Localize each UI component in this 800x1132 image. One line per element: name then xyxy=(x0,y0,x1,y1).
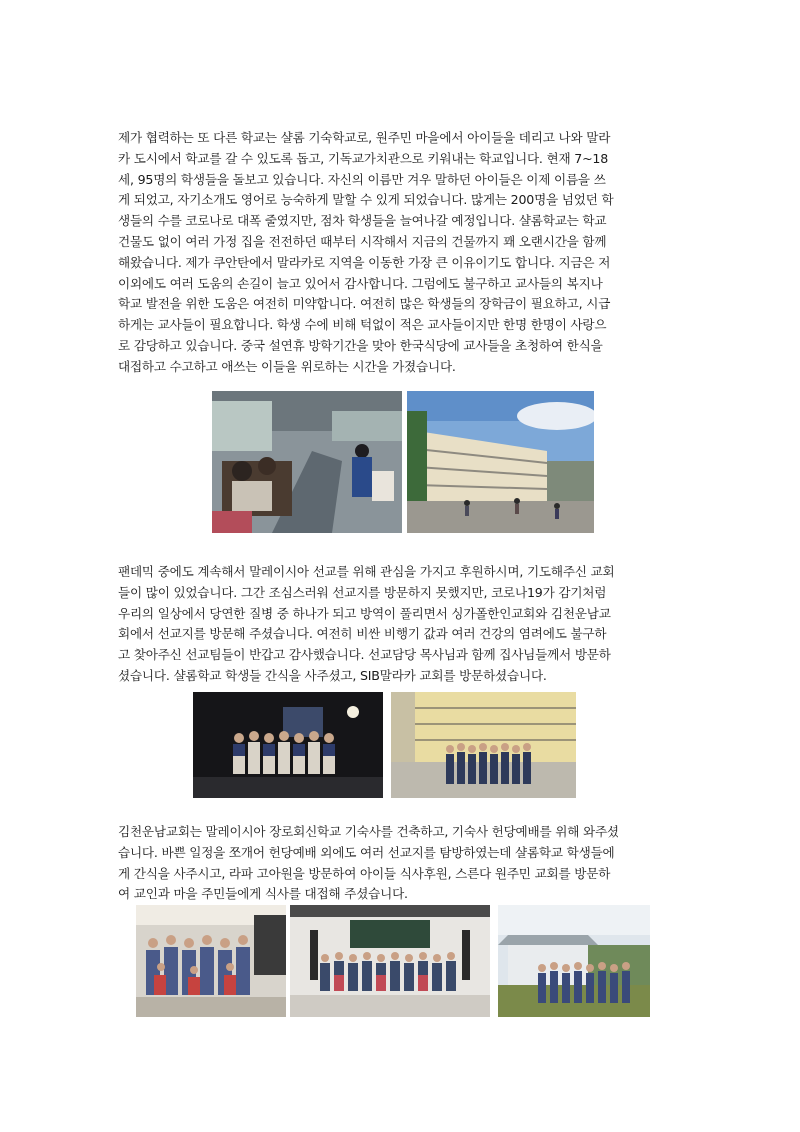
photo-dedication-service xyxy=(290,905,490,1017)
text-line: 하게는 교사들이 필요합니다. 학생 수에 비해 턱없이 적은 교사들이지만 한명 한명이 사랑으 xyxy=(118,317,607,333)
text-line: 해왔습니다. 제가 쿠안탄에서 말라카로 지역을 이동한 가장 큰 이유이기도 합니다. 지금은 저 xyxy=(118,254,611,270)
photo-restaurant-dinner xyxy=(212,391,402,533)
text-line: 카 도시에서 학교를 갈 수 있도록 돕고, 기독교가치관으로 키워내는 학교입니다. 현재 7~18 xyxy=(118,150,609,166)
text-line: 습니다. 바쁜 일정을 쪼개어 헌당예배 외에도 여러 선교지를 탐방하였는데 샬롬학교 학생들에 xyxy=(118,844,615,860)
text-line: 셨습니다. 샬롬학교 학생들 간식을 사주셨고, SIB말라카 교회를 방문하셨습니다. xyxy=(118,667,547,683)
text-line: 회에서 선교지를 방문해 주셨습니다. 여전히 비싼 비행기 값과 여러 건강의 염려에도 불구하 xyxy=(118,626,607,642)
photo-church-stage-group xyxy=(193,692,383,798)
text-line: 학교 발전을 위한 도움은 여전히 미약합니다. 여전히 많은 학생들의 장학금이 필요하고, 시급 xyxy=(118,296,611,312)
text-line: 김천운남교회는 말레이시아 장로회신학교 기숙사를 건축하고, 기숙사 헌당예배를 위해 와주셨 xyxy=(118,824,619,839)
photo-children-group xyxy=(136,905,286,1017)
text-line: 로 감당하고 있습니다. 중국 설연휴 방학기간을 맞아 한국식당에 교사들을 초청하여 한식을 xyxy=(118,337,603,353)
paragraph-2 xyxy=(118,562,684,687)
photo-building-group xyxy=(391,692,576,798)
text-line: 세, 95명의 학생들을 돌보고 있습니다. 자신의 이름만 겨우 말하던 아이들은 이제 이름을 쓰 xyxy=(118,171,606,187)
photo-village-church-group xyxy=(498,905,650,1017)
text-line: 제가 협력하는 또 다른 학교는 샬롬 기숙학교로, 원주민 마을에서 아이들을 데리고 나와 말라 xyxy=(118,130,611,145)
paragraph-3 xyxy=(118,822,684,905)
text-line: 생들의 수를 코로나로 대폭 줄였지만, 점차 학생들을 늘여나갈 예정입니다. 샬롬학교는 학교 xyxy=(118,213,607,229)
text-line: 게 되었고, 자기소개도 영어로 능숙하게 말할 수 있게 되었습니다. 많게는 200명을 넘었던 학 xyxy=(118,192,614,208)
text-line: 고 찾아주신 선교팀들이 반갑고 감사했습니다. 선교담당 목사님과 함께 집사님들께서 방문하 xyxy=(118,647,611,663)
text-line: 건물도 없이 여러 가정 집을 전전하던 때부터 시작해서 지금의 건물까지 꽤 오랜시간을 함께 xyxy=(118,233,607,249)
text-line: 대접하고 수고하고 애쓰는 이들을 위로하는 시간을 가졌습니다. xyxy=(118,358,456,374)
text-line: 게 간식을 사주시고, 라파 고아원을 방문하여 아이들 식사후원, 스른다 원주민 교회를 방문하 xyxy=(118,865,611,881)
paragraph-1 xyxy=(118,128,684,378)
text-line: 팬데믹 중에도 계속해서 말레이시아 선교를 위해 관심을 가지고 후원하시며, 기도해주신 교회 xyxy=(118,564,615,579)
text-line: 이외에도 여러 도움의 손길이 늘고 있어서 감사합니다. 그럼에도 불구하고 교사들의 복지나 xyxy=(118,275,603,291)
text-line: 우리의 일상에서 당연한 질병 중 하나가 되고 방역이 풀리면서 싱가폴한인교회와 김천운남교 xyxy=(118,605,611,621)
text-line: 들이 많이 있었습니다. 그간 조심스러워 선교지를 방문하지 못했지만, 코로나19가 감기처럼 xyxy=(118,584,607,600)
text-line: 여 교인과 마을 주민들에게 식사를 대접해 주셨습니다. xyxy=(118,886,408,902)
photo-school-building xyxy=(407,391,594,533)
